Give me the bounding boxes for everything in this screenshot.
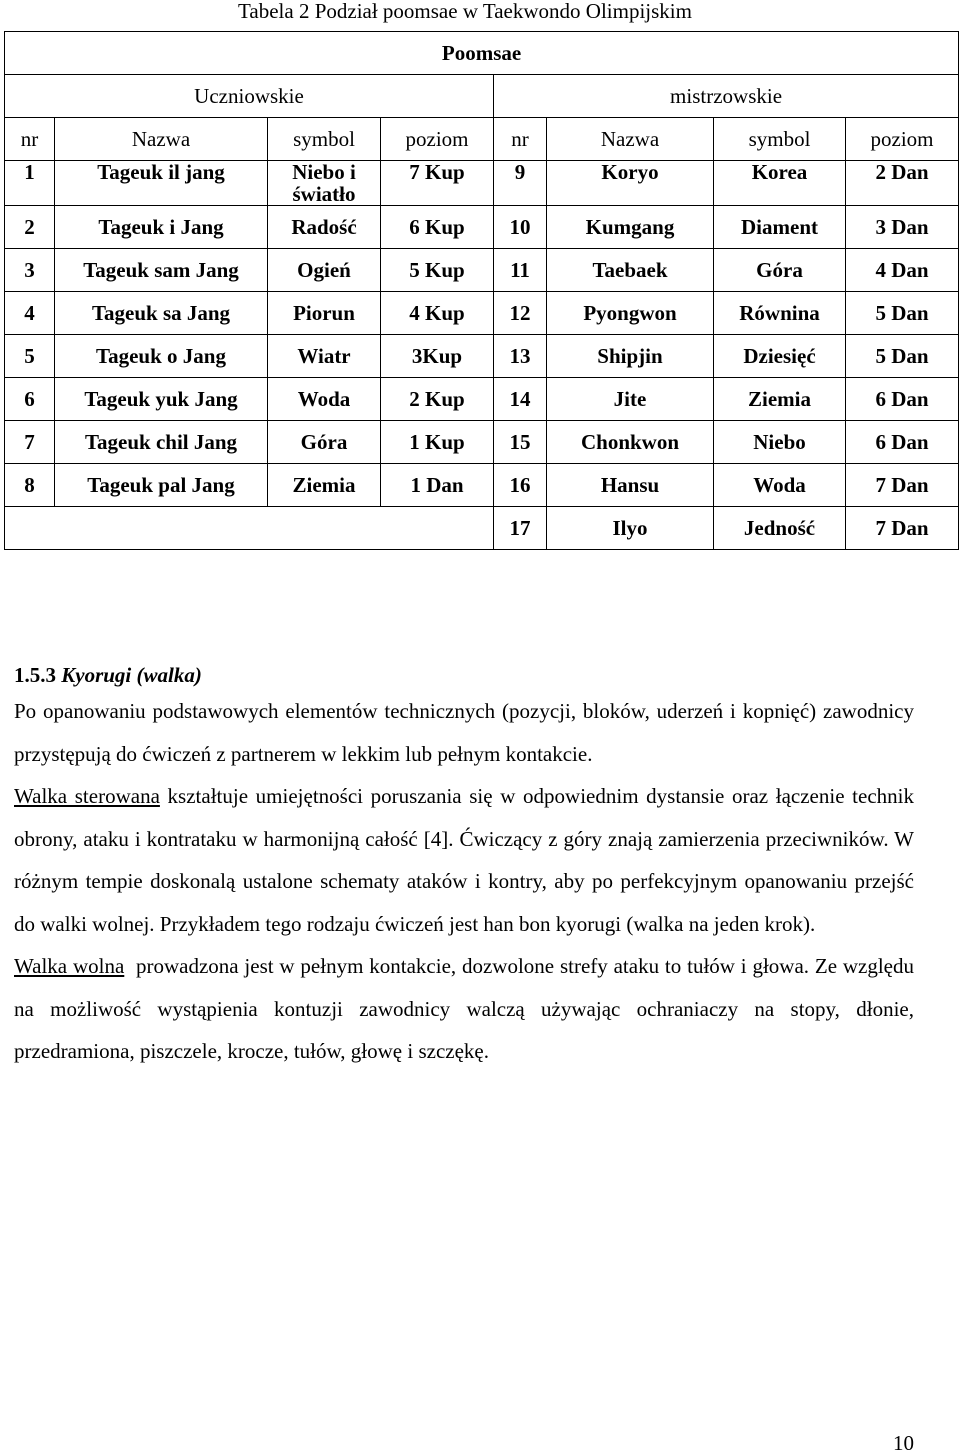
table-cell: Góra bbox=[268, 421, 381, 464]
table-cell: Tageuk o Jang bbox=[55, 335, 268, 378]
table-cell: 2 bbox=[5, 206, 55, 249]
table-cell: 3Kup bbox=[381, 335, 494, 378]
table-cell: Ziemia bbox=[268, 464, 381, 507]
table-cell: 10 bbox=[494, 206, 547, 249]
column-header: symbol bbox=[268, 118, 381, 161]
table-cell: 17 bbox=[494, 507, 547, 550]
table-cell: Diament bbox=[714, 206, 846, 249]
column-header: symbol bbox=[714, 118, 846, 161]
table-caption: Tabela 2 Podział poomsae w Taekwondo Olimpijskim bbox=[238, 0, 692, 23]
table-cell: Woda bbox=[714, 464, 846, 507]
table-cell: Taebaek bbox=[547, 249, 714, 292]
column-header-row bbox=[5, 118, 959, 161]
table-row bbox=[5, 464, 959, 507]
table-cell: 8 bbox=[5, 464, 55, 507]
table-cell: Kumgang bbox=[547, 206, 714, 249]
table-cell: 5 Dan bbox=[846, 335, 959, 378]
table-row bbox=[5, 378, 959, 421]
table-cell: 9 bbox=[494, 161, 547, 206]
table-cell: Dziesięć bbox=[714, 335, 846, 378]
poomsae-table bbox=[4, 31, 959, 550]
table-cell: Pyongwon bbox=[547, 292, 714, 335]
section-title: Kyorugi (walka) bbox=[61, 663, 202, 687]
table-cell: 3 bbox=[5, 249, 55, 292]
table-cell: Jedność bbox=[714, 507, 846, 550]
table-row bbox=[5, 292, 959, 335]
table-row bbox=[5, 507, 959, 550]
table-cell: 4 bbox=[5, 292, 55, 335]
table-title: Poomsae bbox=[5, 32, 959, 75]
table-row bbox=[5, 206, 959, 249]
table-cell: Jite bbox=[547, 378, 714, 421]
table-cell: 15 bbox=[494, 421, 547, 464]
table-cell: 5 Dan bbox=[846, 292, 959, 335]
table-cell: Hansu bbox=[547, 464, 714, 507]
paragraph-body: kształtuje umiejętności poruszania się w odpowiednim dystansie oraz łączenie technik obrony, ataku i kontrataku w harmonijną całość [4]. Ćwiczący z góry znają zamierzenia przeciwników. W różnym tempie doskonalą ustalone schematy ataków i kontry, aby po perfekcyjnym opanowaniu przejść do walki wolnej. Przykładem tego rodzaju ćwiczeń jest han bon kyorugi (walka na jeden krok). bbox=[14, 784, 914, 936]
section-heading bbox=[14, 660, 914, 690]
table-row bbox=[5, 249, 959, 292]
table-cell: Tageuk il jang bbox=[55, 161, 268, 206]
table-cell: Ilyo bbox=[547, 507, 714, 550]
table-cell: Korea bbox=[714, 161, 846, 206]
table-cell: Koryo bbox=[547, 161, 714, 206]
term-controlled-sparring: Walka sterowana bbox=[14, 784, 160, 808]
column-header: poziom bbox=[846, 118, 959, 161]
table-cell: 5 bbox=[5, 335, 55, 378]
table-cell: Niebo bbox=[714, 421, 846, 464]
table-cell: 7 Dan bbox=[846, 464, 959, 507]
table-cell: 6 Dan bbox=[846, 421, 959, 464]
table-cell: Tageuk yuk Jang bbox=[55, 378, 268, 421]
table-cell-empty bbox=[5, 507, 494, 550]
table-cell: Równina bbox=[714, 292, 846, 335]
table-cell: 1 bbox=[5, 161, 55, 206]
table-cell: 16 bbox=[494, 464, 547, 507]
table-row bbox=[5, 421, 959, 464]
page-number: 10 bbox=[893, 1431, 914, 1455]
table-cell: Ogień bbox=[268, 249, 381, 292]
table-cell: Tageuk chil Jang bbox=[55, 421, 268, 464]
table-cell: Tageuk sam Jang bbox=[55, 249, 268, 292]
table-cell: 11 bbox=[494, 249, 547, 292]
table-cell: Wiatr bbox=[268, 335, 381, 378]
group-header-right: mistrzowskie bbox=[494, 75, 959, 118]
table-cell: 5 Kup bbox=[381, 249, 494, 292]
table-cell: Tageuk sa Jang bbox=[55, 292, 268, 335]
table-cell: 1 Dan bbox=[381, 464, 494, 507]
table-cell: 14 bbox=[494, 378, 547, 421]
table-cell: 13 bbox=[494, 335, 547, 378]
table-row bbox=[5, 161, 959, 206]
table-cell: Góra bbox=[714, 249, 846, 292]
table-cell: 7 bbox=[5, 421, 55, 464]
table-cell: 4 Kup bbox=[381, 292, 494, 335]
table-cell: 7 Dan bbox=[846, 507, 959, 550]
table-cell: 3 Dan bbox=[846, 206, 959, 249]
table-cell: 6 Kup bbox=[381, 206, 494, 249]
table-cell: 2 Dan bbox=[846, 161, 959, 206]
section-number: 1.5.3 bbox=[14, 663, 56, 687]
table-cell: Shipjin bbox=[547, 335, 714, 378]
table-cell: Tageuk pal Jang bbox=[55, 464, 268, 507]
column-header: Nazwa bbox=[547, 118, 714, 161]
table-cell: Piorun bbox=[268, 292, 381, 335]
table-row bbox=[5, 335, 959, 378]
table-cell: Chonkwon bbox=[547, 421, 714, 464]
table-cell: Ziemia bbox=[714, 378, 846, 421]
table-cell: Niebo i światło bbox=[268, 161, 381, 206]
table-cell: 12 bbox=[494, 292, 547, 335]
table-cell: 6 Dan bbox=[846, 378, 959, 421]
table-cell: Radość bbox=[268, 206, 381, 249]
kyorugi-section bbox=[14, 660, 920, 1073]
table-cell: 4 Dan bbox=[846, 249, 959, 292]
table-cell: 2 Kup bbox=[381, 378, 494, 421]
column-header: Nazwa bbox=[55, 118, 268, 161]
table-cell: 7 Kup bbox=[381, 161, 494, 206]
paragraph-controlled-sparring bbox=[14, 775, 914, 945]
paragraph-free-sparring bbox=[14, 945, 920, 1073]
table-cell: Tageuk i Jang bbox=[55, 206, 268, 249]
column-header: poziom bbox=[381, 118, 494, 161]
paragraph-body: prowadzona jest w pełnym kontakcie, dozwolone strefy ataku to tułów i głowa. Ze względu na możliwość wystąpienia kontuzji zawodnicy walczą używając ochraniaczy na stopy, dłonie, przedramiona, piszczele, krocze, tułów, głowę i szczękę. bbox=[14, 954, 920, 1063]
paragraph-intro: Po opanowaniu podstawowych elementów technicznych (pozycji, bloków, uderzeń i kopnięć) zawodnicy przystępują do ćwiczeń z partnerem w lekkim lub pełnym kontakcie. bbox=[14, 699, 914, 766]
table-cell: Woda bbox=[268, 378, 381, 421]
column-header: nr bbox=[494, 118, 547, 161]
term-free-sparring: Walka wolna bbox=[14, 954, 125, 978]
table-cell: 6 bbox=[5, 378, 55, 421]
column-header: nr bbox=[5, 118, 55, 161]
table-cell: 1 Kup bbox=[381, 421, 494, 464]
group-header-left: Uczniowskie bbox=[5, 75, 494, 118]
